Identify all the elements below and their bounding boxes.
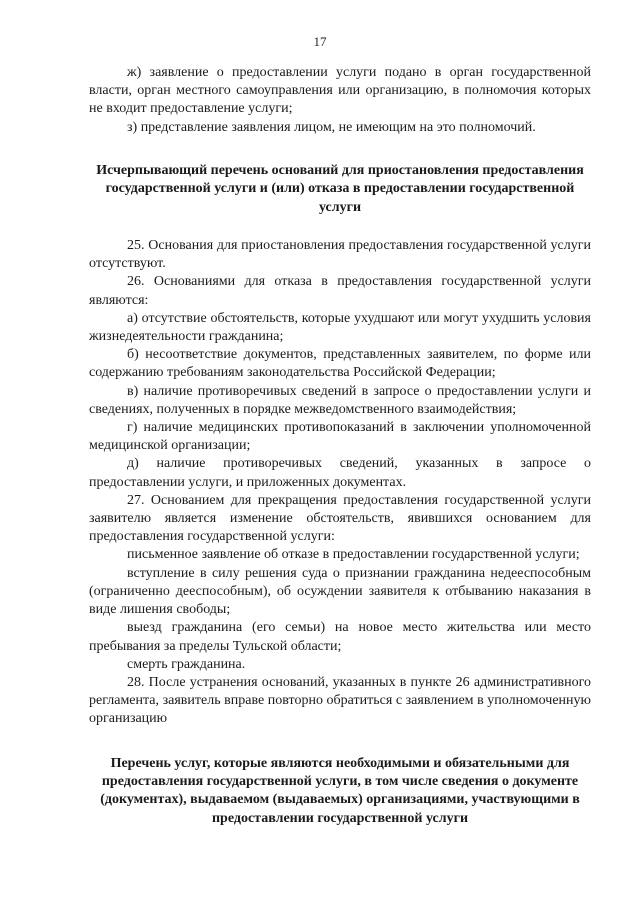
clause-26-d: д) наличие противоречивых сведений, указанных в запросе о предоставлении услуги, и приложенных документах.	[89, 456, 591, 490]
document-body	[89, 64, 591, 828]
clause-26-g: г) наличие медицинских противопоказаний в заключении уполномоченной медицинской организации;	[89, 420, 591, 454]
item-zh: ж) заявление о предоставлении услуги подано в орган государственной власти, орган местного самоуправления или организацию, в полномочия которых не входит предоставление услуги;	[89, 65, 591, 117]
clause-27-item-1: письменное заявление об отказе в предоставлении государственной услуги;	[127, 547, 580, 563]
clause-26-a: а) отсутствие обстоятельств, которые ухудшают или могут ухудшить условия жизнедеятельности гражданина;	[89, 310, 591, 345]
clause-26-v: в) наличие противоречивых сведений в запросе о предоставлении услуги и сведениях, полученных в порядке межведомственного взаимодействия;	[89, 383, 591, 417]
clause-27-item-4: смерть гражданина.	[127, 656, 246, 672]
clause-27: 27. Основанием для прекращения предоставления государственной услуги заявителю является изменение обстоятельств, явившихся основанием для предоставления государственной услуги:	[89, 492, 591, 545]
clause-26-b: б) несоответствие документов, представленных заявителем, по форме или содержанию требованиям законодательства Российской Федерации;	[89, 347, 591, 381]
page-number: 17	[313, 34, 327, 49]
clause-25: 25. Основания для приостановления предоставления государственной услуги отсутствуют.	[89, 238, 591, 272]
item-z: з) представление заявления лицом, не имеющим на это полномочий.	[127, 119, 536, 135]
clause-26: 26. Основаниями для отказа в предоставления государственной услуги являются:	[89, 274, 591, 308]
clause-27-item-2: вступление в силу решения суда о признании гражданина недееспособным (ограниченно дееспособным), об осуждении заявителя к отбыванию наказания в виде лишения свободы;	[89, 565, 591, 618]
clause-28: 28. После устранения оснований, указанных в пункте 26 административного регламента, заявитель вправе повторно обратиться с заявлением в уполномоченную организацию	[89, 674, 591, 727]
section-heading-grounds: Исчерпывающий перечень оснований для приостановления предоставления государственной услуги и (или) отказа в предоставлении государственной услуги	[96, 162, 584, 215]
section-heading-services: Перечень услуг, которые являются необходимыми и обязательными для предоставления государственной услуги, в том числе сведения о документе (документах), выдаваемом (выдаваемых) организациями, участвующими в предоставлении государственной услуги	[100, 755, 580, 826]
clause-27-item-3: выезд гражданина (его семьи) на новое место жительства или место пребывания за пределы Тульской области;	[89, 620, 591, 654]
